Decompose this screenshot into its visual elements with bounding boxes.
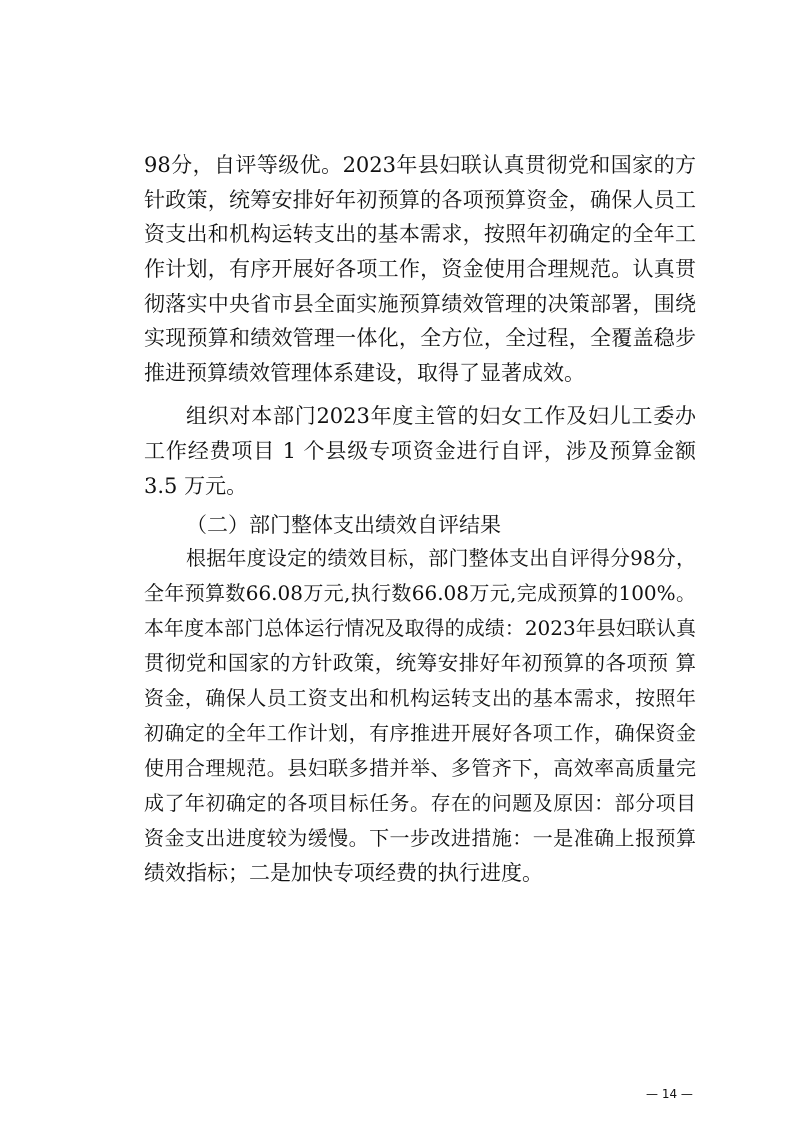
paragraph-2-line-1: 组织对本部门2023年度主管的妇女工作及妇儿工委办 <box>186 404 696 428</box>
page-number: — 14 — <box>646 1087 693 1101</box>
paragraph-1-line-3: 资支出和机构运转支出的基本需求，按照年初确定的全年工 <box>144 222 696 246</box>
paragraph-3-line-3: 本年度本部门总体运行情况及取得的成绩：2023年县妇联认真 <box>144 616 696 640</box>
paragraph-3-line-1: 根据年度设定的绩效目标，部门整体支出自评得分98分， <box>186 546 696 570</box>
paragraph-1-line-1: 98分，自评等级优。2023年县妇联认真贯彻党和国家的方 <box>144 153 696 177</box>
paragraph-2-line-2: 工作经费项目 1 个县级专项资金进行自评，涉及预算金额 <box>144 439 696 463</box>
paragraph-1-line-5: 彻落实中央省市县全面实施预算绩效管理的决策部署，围绕 <box>144 292 696 316</box>
paragraph-3-line-2: 全年预算数66.08万元,执行数66.08万元,完成预算的100%。 <box>144 581 696 605</box>
paragraph-3-line-9: 资金支出进度较为缓慢。下一步改进措施：一是准确上报预算 <box>144 826 696 850</box>
paragraph-1-line-7: 推进预算绩效管理体系建设，取得了显著成效。 <box>144 361 585 385</box>
paragraph-2-line-3: 3.5 万元。 <box>144 474 248 498</box>
paragraph-3-line-4: 贯彻党和国家的方针政策，统筹安排好年初预算的各项预 算 <box>144 651 696 675</box>
paragraph-3-line-7: 使用合理规范。县妇联多措并举、多管齐下，高效率高质量完 <box>144 756 696 780</box>
paragraph-3-line-6: 初确定的全年工作计划，有序推进开展好各项工作，确保资金 <box>144 721 696 745</box>
section-heading: （二）部门整体支出绩效自评结果 <box>186 513 501 537</box>
paragraph-3-line-10: 绩效指标；二是加快专项经费的执行进度。 <box>144 861 543 885</box>
paragraph-3-line-5: 资金，确保人员工资支出和机构运转支出的基本需求，按照年 <box>144 686 696 710</box>
paragraph-3-line-8: 成了年初确定的各项目标任务。存在的问题及原因：部分项目 <box>144 791 696 815</box>
paragraph-1-line-2: 针政策，统筹安排好年初预算的各项预算资金，确保人员工 <box>144 188 696 212</box>
paragraph-1-line-6: 实现预算和绩效管理一体化，全方位，全过程，全覆盖稳步 <box>144 326 696 350</box>
paragraph-1-line-4: 作计划，有序开展好各项工作，资金使用合理规范。认真贯 <box>144 257 696 281</box>
